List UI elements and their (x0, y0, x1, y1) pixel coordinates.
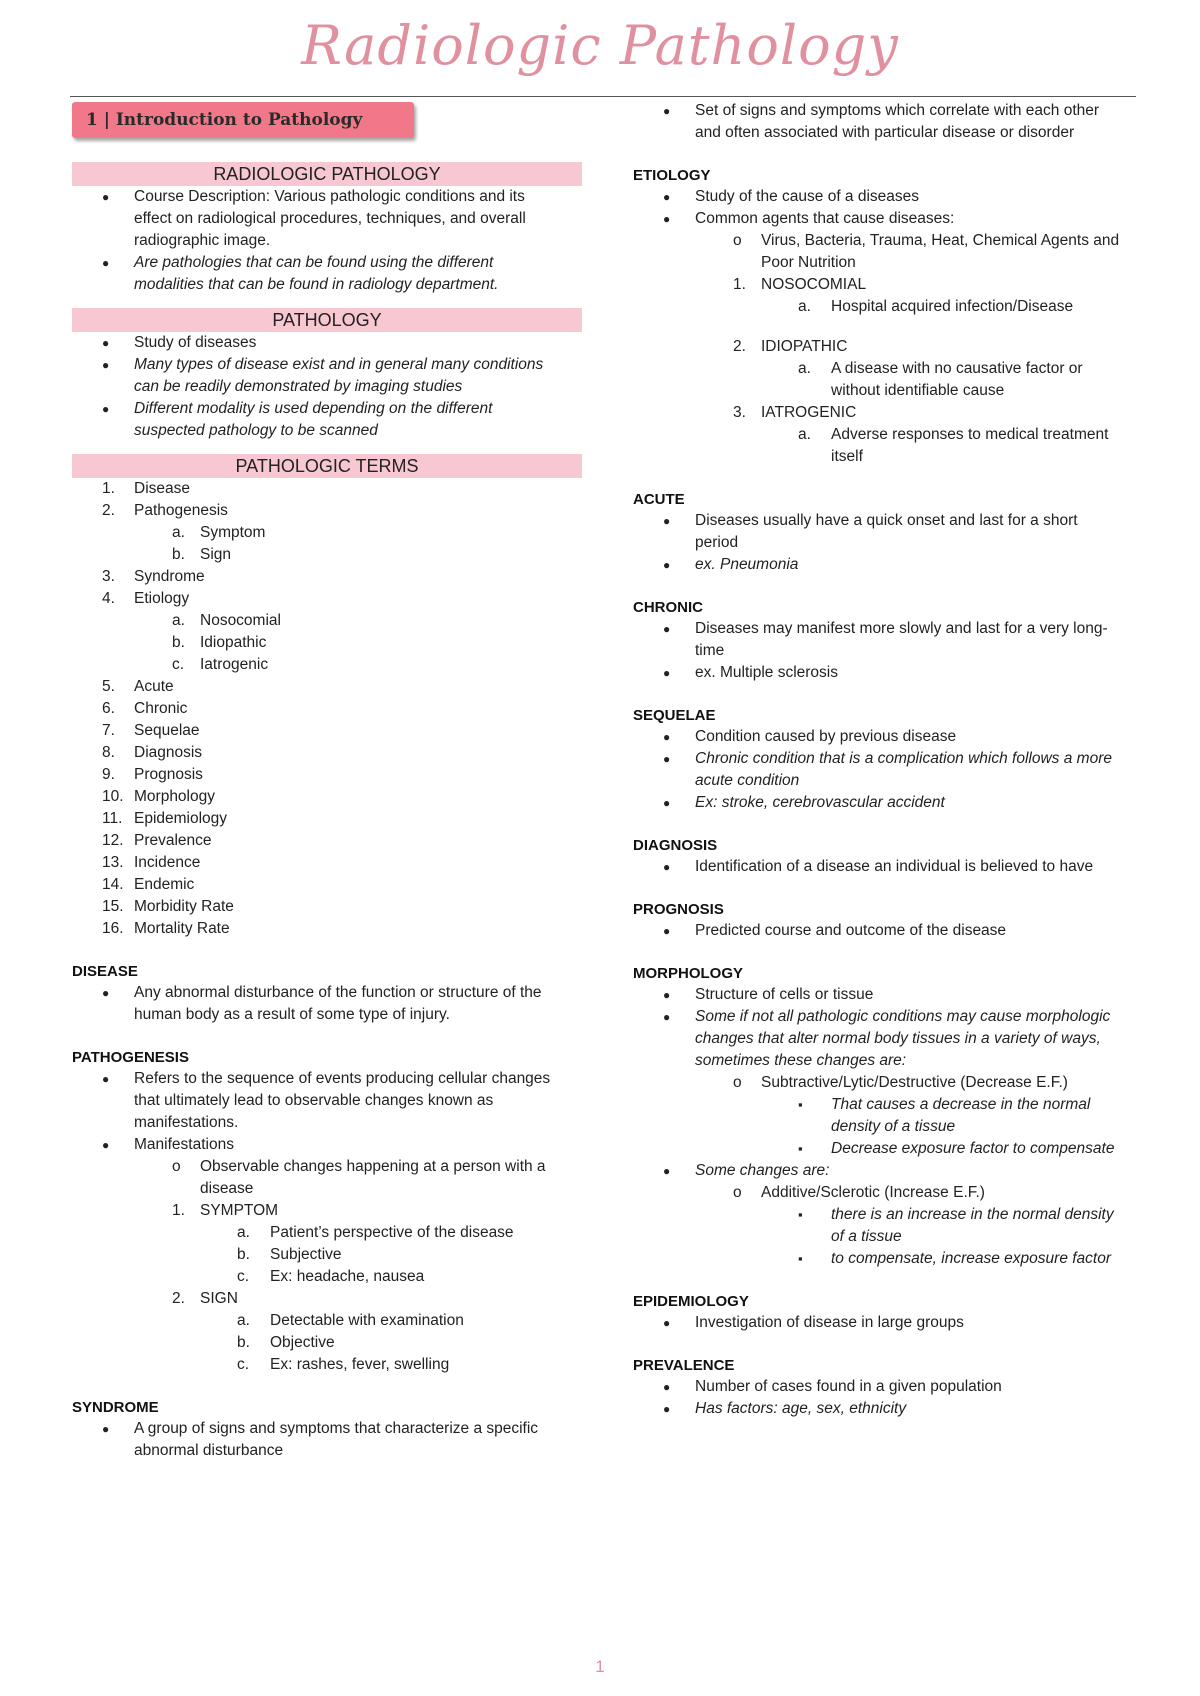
spacer (72, 296, 582, 308)
spacer (633, 468, 1143, 490)
list-marker: b. (237, 1334, 250, 1351)
chapter-label: 1 | Introduction to Pathology (72, 102, 414, 138)
list-item (633, 618, 1143, 662)
list-item-text: Ex: stroke, cerebrovascular accident (695, 794, 945, 811)
list-marker: ● (663, 924, 671, 938)
list-item-text: Additive/Sclerotic (Increase E.F.) (761, 1184, 985, 1201)
section-band: PATHOLOGY (72, 308, 582, 332)
list-item (72, 1288, 582, 1310)
list-item (633, 230, 1143, 274)
list-item-text: Structure of cells or tissue (695, 986, 874, 1003)
list-item (72, 588, 582, 610)
document-title: Radiologic Pathology (301, 14, 899, 77)
spacer (633, 814, 1143, 836)
list-marker: a. (172, 524, 185, 541)
list-item (633, 662, 1143, 684)
list-item (72, 478, 582, 500)
list-item (72, 1068, 582, 1134)
list-item-text: A group of signs and symptoms that characterize a specific abnormal disturbance (134, 1420, 539, 1459)
list-item (72, 698, 582, 720)
list-item-text: Decrease exposure factor to compensate (831, 1140, 1115, 1157)
list-marker: 14. (102, 876, 124, 893)
list-item (633, 856, 1143, 878)
list-marker: 10. (102, 788, 124, 805)
spacer (633, 318, 1143, 336)
list-marker: ● (663, 1380, 671, 1394)
list-marker: ● (663, 752, 671, 766)
list-marker: c. (237, 1268, 250, 1285)
list-item-text: Subjective (270, 1246, 342, 1263)
list-item-text: Has factors: age, sex, ethnicity (695, 1400, 907, 1417)
list-item-text: Set of signs and symptoms which correlate with each other and often associated with particular disease or disorder (695, 102, 1100, 141)
list-item-text: Sign (200, 546, 232, 563)
list-item-text: Many types of disease exist and in general many conditions can be readily demonstrated by imaging studies (134, 356, 544, 395)
list-item-text: ex. Multiple sclerosis (695, 664, 838, 681)
spacer (633, 878, 1143, 900)
list-marker: ● (102, 1072, 110, 1086)
spacer (633, 576, 1143, 598)
list-marker: ● (102, 986, 110, 1000)
list-item (633, 1072, 1143, 1094)
list-marker: a. (172, 612, 185, 629)
list-item (72, 354, 582, 398)
list-item-text: Common agents that cause diseases: (695, 210, 955, 227)
list-item (72, 720, 582, 742)
list-item (72, 186, 582, 252)
list-item (72, 874, 582, 896)
list-item-text: Manifestations (134, 1136, 234, 1153)
list-item-text: Epidemiology (134, 810, 228, 827)
list-item (72, 786, 582, 808)
list-item (633, 1182, 1143, 1204)
list-item-text: Acute (134, 678, 174, 695)
list-item (72, 1200, 582, 1222)
list-item-text: Detectable with examination (270, 1312, 464, 1329)
spacer (72, 940, 582, 962)
list-marker: o (733, 1074, 742, 1091)
list-item (72, 1156, 582, 1200)
list-item-text: Objective (270, 1334, 335, 1351)
list-item-text: Disease (134, 480, 190, 497)
list-item-text: Etiology (134, 590, 190, 607)
list-item (72, 1244, 582, 1266)
list-marker: ▪ (798, 1251, 803, 1266)
list-item (633, 1398, 1143, 1420)
list-item (72, 1354, 582, 1376)
title-divider (70, 96, 1136, 97)
list-item (72, 764, 582, 786)
list-item-text: A disease with no causative factor or without identifiable cause (831, 360, 1083, 399)
list-marker: ● (102, 402, 110, 416)
list-item (72, 252, 582, 296)
list-marker: 12. (102, 832, 124, 849)
list-item-text: Hospital acquired infection/Disease (831, 298, 1074, 315)
list-item-text: Course Description: Various pathologic conditions and its effect on radiological procedures, techniques, and overall radiographic image. (134, 188, 526, 249)
list-item (633, 1312, 1143, 1334)
list-marker: ● (102, 1138, 110, 1152)
list-marker: a. (798, 360, 811, 377)
list-item (72, 830, 582, 852)
section-heading: EPIDEMIOLOGY (633, 1293, 749, 1310)
list-item (72, 896, 582, 918)
list-item (72, 982, 582, 1026)
list-marker: c. (172, 656, 185, 673)
list-marker: b. (237, 1246, 250, 1263)
list-marker: 8. (102, 744, 115, 761)
list-item (72, 852, 582, 874)
list-item-text: Diseases usually have a quick onset and last for a short period (695, 512, 1078, 551)
list-item (72, 500, 582, 522)
list-item-text: Endemic (134, 876, 195, 893)
list-item-text: Subtractive/Lytic/Destructive (Decrease E.F.) (761, 1074, 1068, 1091)
section-heading: ACUTE (633, 491, 685, 508)
list-item-text: Incidence (134, 854, 201, 871)
list-item (72, 398, 582, 442)
list-item-text: Diagnosis (134, 744, 203, 761)
list-item (633, 1204, 1143, 1248)
list-marker: ● (663, 1402, 671, 1416)
list-marker: a. (798, 298, 811, 315)
list-item (72, 1332, 582, 1354)
list-item (72, 676, 582, 698)
list-marker: o (733, 1184, 742, 1201)
left-column (72, 162, 582, 1462)
section-heading: PREVALENCE (633, 1357, 735, 1374)
list-item-text: Sequelae (134, 722, 200, 739)
list-marker: 13. (102, 854, 124, 871)
list-item-text: SIGN (200, 1290, 238, 1307)
list-item-text: Identification of a disease an individual is believed to have (695, 858, 1094, 875)
list-item-text: Morphology (134, 788, 215, 805)
section-heading: CHRONIC (633, 599, 703, 616)
list-item-text: Any abnormal disturbance of the function or structure of the human body as a result of some type of injury. (134, 984, 542, 1023)
list-item (633, 100, 1143, 144)
list-item (633, 1160, 1143, 1182)
list-item-text: Number of cases found in a given population (695, 1378, 1002, 1395)
section-band: PATHOLOGIC TERMS (72, 454, 582, 478)
list-item-text: SYMPTOM (200, 1202, 279, 1219)
list-item-text: Are pathologies that can be found using the different modalities that can be found in radiology department. (134, 254, 499, 293)
list-marker: ● (663, 988, 671, 1002)
section-heading: PATHOGENESIS (72, 1049, 189, 1066)
list-item-text: Idiopathic (200, 634, 267, 651)
list-marker: ● (663, 730, 671, 744)
list-item-text: Investigation of disease in large groups (695, 1314, 964, 1331)
list-item-text: Mortality Rate (134, 920, 230, 937)
list-item (72, 808, 582, 830)
list-marker: o (733, 232, 742, 249)
list-item (633, 274, 1143, 296)
list-marker: 2. (102, 502, 115, 519)
list-item-text: Ex: rashes, fever, swelling (270, 1356, 450, 1373)
list-item-text: Prognosis (134, 766, 203, 783)
list-item (72, 1222, 582, 1244)
list-marker: ● (663, 1010, 671, 1024)
spacer (72, 1026, 582, 1048)
list-item (72, 332, 582, 354)
list-marker: ● (663, 860, 671, 874)
list-marker: ● (663, 1164, 671, 1178)
list-marker: b. (172, 634, 185, 651)
list-item-text: Prevalence (134, 832, 212, 849)
list-item (633, 208, 1143, 230)
list-marker: 7. (102, 722, 115, 739)
list-marker: 9. (102, 766, 115, 783)
list-item (72, 1418, 582, 1462)
list-marker: 6. (102, 700, 115, 717)
list-item-text: Study of diseases (134, 334, 257, 351)
list-item (633, 336, 1143, 358)
list-marker: ● (663, 212, 671, 226)
list-item-text: Observable changes happening at a person with a disease (200, 1158, 546, 1197)
list-item-text: there is an increase in the normal density of a tissue (831, 1206, 1114, 1245)
list-marker: 1. (733, 276, 746, 293)
list-marker: c. (237, 1356, 250, 1373)
list-marker: ● (663, 1316, 671, 1330)
list-marker: 11. (102, 810, 123, 827)
list-item (72, 610, 582, 632)
list-item-text: Diseases may manifest more slowly and last for a very long-time (695, 620, 1108, 659)
spacer (633, 684, 1143, 706)
list-item (72, 566, 582, 588)
list-item (72, 742, 582, 764)
list-item (72, 654, 582, 676)
list-marker: ● (663, 190, 671, 204)
list-marker: 5. (102, 678, 115, 695)
list-item (72, 632, 582, 654)
list-item-text: IDIOPATHIC (761, 338, 848, 355)
list-marker: 3. (733, 404, 746, 421)
section-band: RADIOLOGIC PATHOLOGY (72, 162, 582, 186)
list-marker: ▪ (798, 1207, 803, 1222)
section-heading: SEQUELAE (633, 707, 716, 724)
list-item-text: Different modality is used depending on the different suspected pathology to be scanned (134, 400, 493, 439)
list-item (72, 544, 582, 566)
list-marker: ● (663, 666, 671, 680)
list-marker: b. (172, 546, 185, 563)
list-marker: ▪ (798, 1097, 803, 1112)
list-item (72, 1266, 582, 1288)
list-item-text: Pathogenesis (134, 502, 228, 519)
list-marker: ● (663, 514, 671, 528)
list-item (633, 186, 1143, 208)
list-item-text: That causes a decrease in the normal density of a tissue (831, 1096, 1091, 1135)
list-item (633, 510, 1143, 554)
section-heading: SYNDROME (72, 1399, 159, 1416)
list-marker: 4. (102, 590, 115, 607)
list-marker: ● (663, 622, 671, 636)
list-item (633, 296, 1143, 318)
list-item (72, 1310, 582, 1332)
list-item (72, 522, 582, 544)
list-item-text: Ex: headache, nausea (270, 1268, 425, 1285)
list-marker: 1. (172, 1202, 185, 1219)
list-item-text: Symptom (200, 524, 266, 541)
list-marker: ● (663, 104, 671, 118)
list-item-text: Patient’s perspective of the disease (270, 1224, 514, 1241)
list-item (633, 920, 1143, 942)
list-item-text: Some if not all pathologic conditions may cause morphologic changes that alter normal body tissues in a variety of ways, sometimes these changes are: (695, 1008, 1111, 1069)
list-item-text: IATROGENIC (761, 404, 857, 421)
list-item (633, 726, 1143, 748)
list-item-text: Nosocomial (200, 612, 281, 629)
section-heading: DISEASE (72, 963, 138, 980)
section-heading: PROGNOSIS (633, 901, 724, 918)
list-marker: 16. (102, 920, 124, 937)
list-item-text: Adverse responses to medical treatment itself (831, 426, 1109, 465)
list-item (72, 918, 582, 940)
list-marker: 15. (102, 898, 124, 915)
list-item (633, 554, 1143, 576)
list-item (633, 1376, 1143, 1398)
spacer (633, 1270, 1143, 1292)
spacer (633, 144, 1143, 166)
list-item-text: Chronic condition that is a complication which follows a more acute condition (695, 750, 1112, 789)
list-marker: ● (102, 190, 110, 204)
list-marker: ▪ (798, 1141, 803, 1156)
section-heading: MORPHOLOGY (633, 965, 744, 982)
spacer (633, 942, 1143, 964)
list-item (633, 1006, 1143, 1072)
list-marker: a. (237, 1224, 250, 1241)
list-marker: 3. (102, 568, 115, 585)
list-item (72, 1134, 582, 1156)
list-item (633, 984, 1143, 1006)
list-item-text: Syndrome (134, 568, 205, 585)
list-item (633, 1248, 1143, 1270)
spacer (633, 1334, 1143, 1356)
list-marker: ● (102, 1422, 110, 1436)
list-item-text: Virus, Bacteria, Trauma, Heat, Chemical Agents and Poor Nutrition (761, 232, 1120, 271)
list-item-text: Morbidity Rate (134, 898, 234, 915)
section-heading: DIAGNOSIS (633, 837, 718, 854)
list-marker: a. (798, 426, 811, 443)
page-number: 1 (595, 1657, 605, 1676)
list-item-text: Refers to the sequence of events producing cellular changes that ultimately lead to observable changes known as manifestations. (134, 1070, 551, 1131)
list-item (633, 748, 1143, 792)
section-heading: ETIOLOGY (633, 167, 711, 184)
list-item-text: Study of the cause of a diseases (695, 188, 920, 205)
list-marker: ● (102, 256, 110, 270)
list-item (633, 1094, 1143, 1138)
list-marker: ● (102, 358, 110, 372)
list-marker: o (172, 1158, 181, 1175)
list-item (633, 424, 1143, 468)
right-column (633, 100, 1143, 1420)
list-item (633, 1138, 1143, 1160)
spacer (72, 1376, 582, 1398)
list-item-text: Condition caused by previous disease (695, 728, 957, 745)
list-item-text: ex. Pneumonia (695, 556, 799, 573)
list-marker: a. (237, 1312, 250, 1329)
list-item (633, 402, 1143, 424)
list-marker: ● (663, 558, 671, 572)
list-item-text: NOSOCOMIAL (761, 276, 867, 293)
spacer (72, 442, 582, 454)
list-marker: 2. (172, 1290, 185, 1307)
list-item-text: to compensate, increase exposure factor (831, 1250, 1112, 1267)
list-item-text: Chronic (134, 700, 188, 717)
list-item (633, 792, 1143, 814)
list-item-text: Iatrogenic (200, 656, 269, 673)
list-item-text: Some changes are: (695, 1162, 830, 1179)
list-marker: 2. (733, 338, 746, 355)
list-item (633, 358, 1143, 402)
list-marker: ● (663, 796, 671, 810)
list-marker: 1. (102, 480, 115, 497)
list-marker: ● (102, 336, 110, 350)
list-item-text: Predicted course and outcome of the disease (695, 922, 1007, 939)
